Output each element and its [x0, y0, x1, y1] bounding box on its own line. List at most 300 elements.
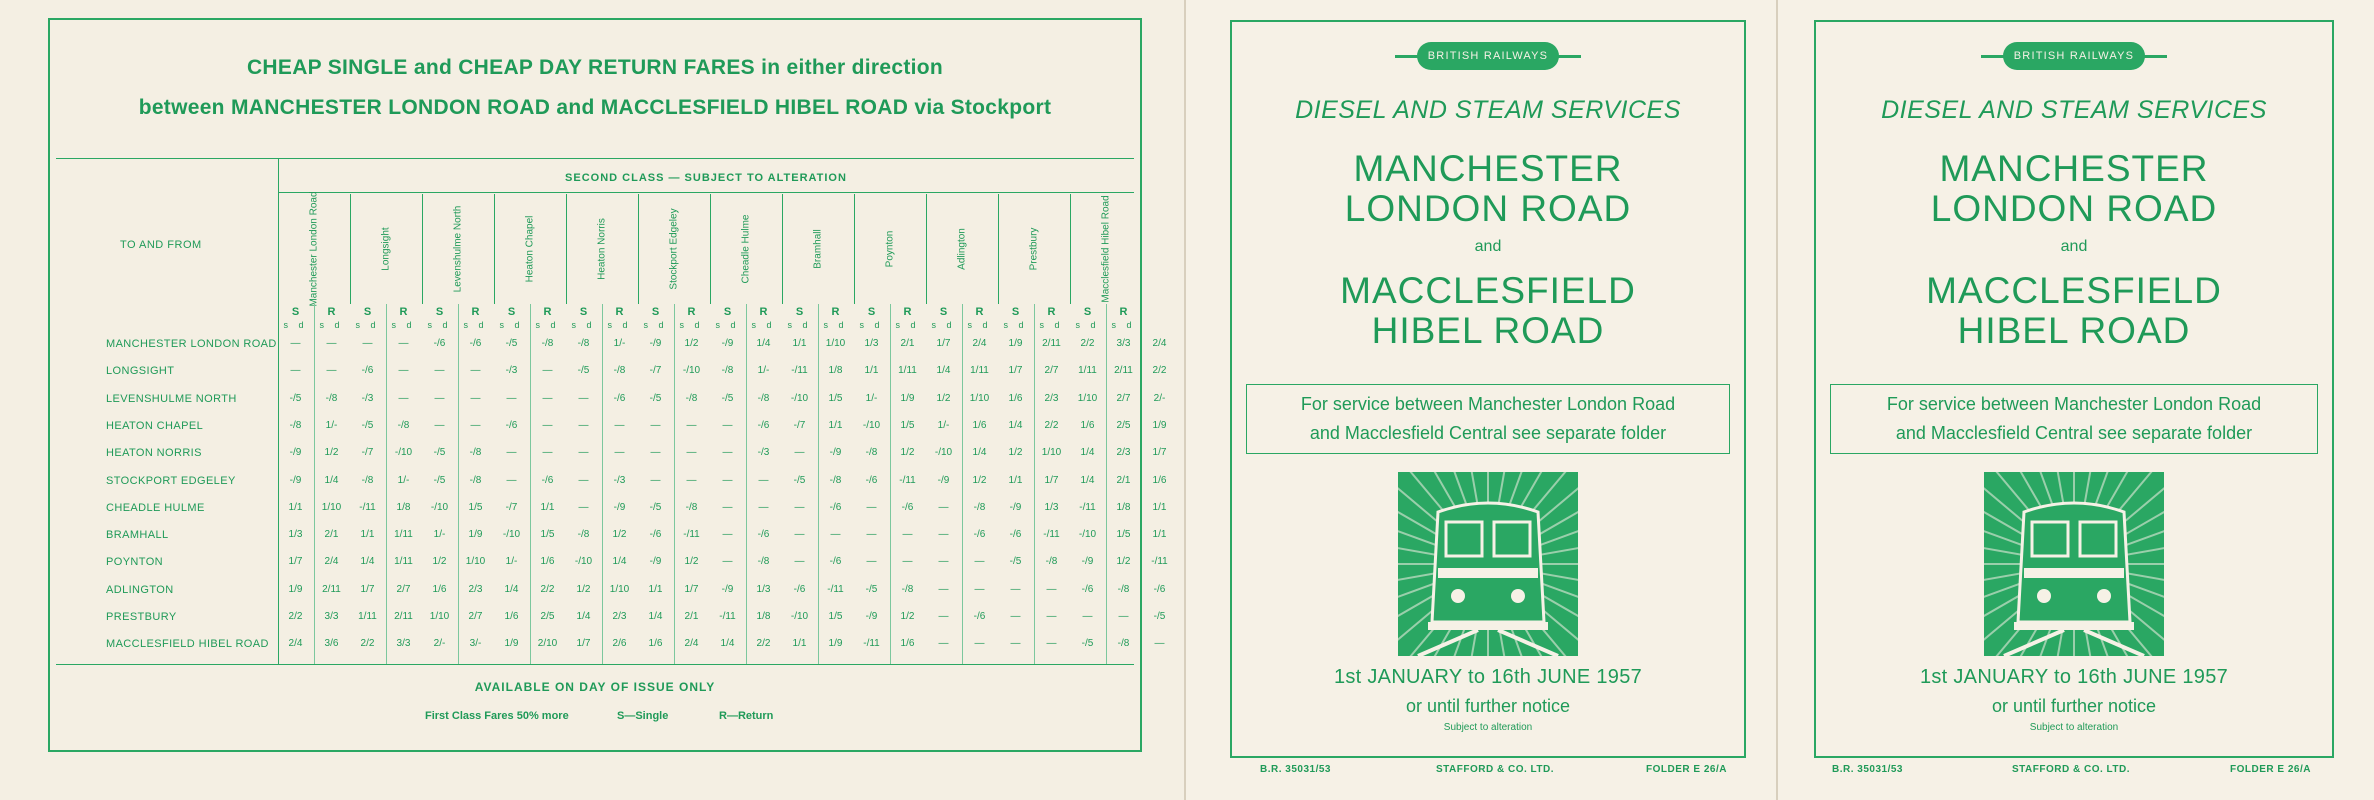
single-fare-cell: -/11 — [1151, 556, 1168, 568]
return-fare-cell: 1/11 — [394, 529, 413, 541]
shillings-pence-header: s d — [967, 320, 992, 330]
return-fare-cell: 1/11 — [898, 365, 917, 377]
single-header: S — [579, 306, 588, 318]
single-fare-cell: -/9 — [1009, 501, 1022, 513]
single-fare-cell: 1/9 — [504, 638, 519, 650]
single-fare-cell: 1/7 — [936, 338, 951, 349]
return-fare-cell: 1/- — [613, 338, 626, 349]
return-fare-cell: 1/8 — [756, 611, 771, 622]
service-note-line1: For service between Manchester London Road — [1300, 394, 1676, 414]
validity-dates: 1st JANUARY to 16th JUNE 1957 — [1333, 666, 1643, 688]
return-fare-cell: -/11 — [827, 583, 844, 595]
return-fare-cell: 2/2 — [1044, 419, 1059, 431]
single-fare-cell: 1/1 — [1152, 529, 1167, 541]
single-fare-cell: 1/3 — [288, 529, 303, 541]
single-fare-cell: — — [722, 447, 733, 459]
return-header: R — [903, 306, 912, 318]
single-fare-cell: -/10 — [862, 419, 881, 431]
return-fare-cell: -/6 — [829, 501, 842, 513]
row-label: LONGSIGHT — [106, 365, 175, 378]
column-header — [494, 194, 564, 304]
return-fare-cell: — — [326, 338, 337, 349]
single-fare-cell: -/9 — [289, 447, 302, 459]
single-fare-cell: -/5 — [577, 365, 590, 377]
single-header: S — [723, 306, 732, 318]
single-fare-cell: 1/1 — [792, 338, 807, 349]
return-header: R — [1047, 306, 1056, 318]
ref-number: B.R. 35031/53 — [1832, 764, 1903, 775]
shillings-pence-header: s d — [391, 320, 416, 330]
return-fare-cell: 3/3 — [324, 611, 339, 622]
return-fare-cell: — — [614, 419, 625, 431]
single-fare-cell: 1/- — [865, 392, 878, 404]
return-fare-cell: — — [974, 583, 985, 595]
cover-panel-repeat — [1778, 0, 2374, 800]
single-header: S — [651, 306, 660, 318]
column-header — [1070, 194, 1140, 304]
single-fare-cell: — — [938, 501, 949, 513]
shillings-pence-header: s d — [1003, 320, 1028, 330]
return-fare-cell: 1/2 — [684, 556, 699, 568]
column-header-label: Manchester London Road — [308, 191, 319, 307]
single-fare-cell: -/7 — [505, 501, 518, 513]
single-fare-cell: 1/- — [505, 556, 518, 568]
return-fare-cell: 1/1 — [828, 419, 843, 431]
single-fare-cell: — — [362, 338, 373, 349]
single-fare-cell: 1/3 — [864, 338, 879, 349]
single-fare-cell: -/9 — [865, 611, 878, 622]
row-label: PRESTBURY — [106, 611, 177, 623]
row-label: STOCKPORT EDGELEY — [106, 474, 236, 487]
return-fare-cell: 1/8 — [396, 501, 411, 513]
single-fare-cell: -/5 — [1009, 556, 1022, 568]
single-fare-cell: -/6 — [1081, 583, 1094, 595]
return-header: R — [1119, 306, 1128, 318]
row-label: BRAMHALL — [106, 529, 169, 542]
single-fare-cell: 1/2 — [432, 556, 447, 568]
single-fare-cell: — — [650, 447, 661, 459]
return-fare-cell: -/6 — [829, 556, 842, 568]
single-fare-cell: -/10 — [1078, 529, 1097, 541]
british-railways-badge: BRITISH RAILWAYS — [1417, 42, 1559, 70]
single-fare-cell: -/8 — [361, 474, 374, 486]
shillings-pence-header: s d — [1039, 320, 1064, 330]
return-fare-cell: 2/11 — [322, 583, 341, 595]
return-fare-cell: 2/3 — [468, 583, 483, 595]
single-fare-cell: 1/6 — [1080, 419, 1095, 431]
single-fare-cell: 1/10 — [429, 611, 450, 622]
station-line3: MACCLESFIELD — [1926, 270, 2222, 311]
single-fare-cell: 1/- — [433, 529, 446, 541]
return-fare-cell: 2/2 — [756, 638, 771, 650]
train-window — [2032, 522, 2068, 556]
single-fare-cell: 1/6 — [1152, 474, 1167, 486]
service-note-line2: and Macclesfield Central see separate folder — [1309, 423, 1667, 443]
single-fare-cell: 1/4 — [1008, 419, 1023, 431]
row-label: CHEADLE HULME — [106, 501, 205, 514]
single-fare-cell: -/5 — [505, 338, 518, 349]
service-note-line1: For service between Manchester London Road — [1886, 394, 2262, 414]
return-fare-cell: 2/11 — [1042, 338, 1061, 349]
single-fare-cell: — — [794, 501, 805, 513]
single-fare-cell: — — [578, 392, 589, 404]
train-window — [2080, 522, 2116, 556]
shillings-pence-header: s d — [607, 320, 632, 330]
single-fare-cell: 2/2 — [1080, 338, 1095, 349]
fares-panel — [0, 0, 1184, 800]
single-fare-cell: — — [434, 365, 445, 377]
return-fare-cell: — — [1046, 638, 1057, 650]
return-fare-cell: -/10 — [394, 447, 413, 459]
return-fare-cell: — — [398, 365, 409, 377]
station-line2: LONDON ROAD — [1344, 188, 1632, 229]
train-lamp — [1511, 589, 1525, 603]
return-fare-cell: — — [974, 556, 985, 568]
single-fare-cell: 1/4 — [936, 365, 951, 377]
single-fare-cell: 1/7 — [1008, 365, 1023, 377]
single-header: S — [507, 306, 516, 318]
return-fare-cell: — — [974, 638, 985, 650]
return-fare-cell: 1/10 — [609, 583, 630, 595]
single-fare-cell: 2/2 — [288, 611, 303, 622]
return-fare-cell: 1/4 — [612, 556, 627, 568]
single-fare-cell: 1/11 — [1078, 365, 1097, 377]
column-header — [278, 191, 348, 307]
return-fare-cell: -/9 — [829, 447, 842, 459]
return-fare-cell: 1/9 — [828, 638, 843, 650]
return-fare-cell: 1/11 — [394, 556, 413, 568]
single-fare-cell: — — [434, 392, 445, 404]
diesel-train-illustration — [1984, 472, 2164, 656]
single-fare-cell: -/11 — [719, 611, 736, 622]
return-fare-cell: -/8 — [973, 501, 986, 513]
single-fare-cell: 1/4 — [576, 611, 591, 622]
service-note-line2: and Macclesfield Central see separate folder — [1895, 423, 2253, 443]
fares-frame — [48, 18, 1168, 752]
single-fare-cell: -/9 — [1081, 556, 1094, 568]
return-fare-cell: 1/6 — [540, 556, 555, 568]
return-fare-cell: -/6 — [757, 419, 770, 431]
single-fare-cell: 1/4 — [360, 556, 375, 568]
row-label: ADLINGTON — [106, 583, 174, 596]
train-window — [1446, 522, 1482, 556]
single-fare-cell: — — [1082, 611, 1093, 622]
train-band — [1438, 568, 1538, 578]
single-fare-cell: -/10 — [790, 611, 809, 622]
and-text: and — [2060, 238, 2088, 255]
return-fare-cell: — — [398, 338, 409, 349]
single-fare-cell: -/8 — [721, 365, 734, 377]
return-fare-cell: -/11 — [1043, 529, 1060, 541]
return-fare-cell: — — [686, 474, 697, 486]
return-fare-cell: — — [830, 529, 841, 541]
single-fare-cell: -/3 — [361, 392, 374, 404]
single-fare-cell: -/11 — [359, 501, 376, 513]
return-fare-cell: — — [902, 556, 913, 568]
return-fare-cell: — — [326, 365, 337, 377]
return-fare-cell: -/8 — [829, 474, 842, 486]
column-header-label: Levenshulme North — [452, 205, 463, 293]
train-window — [1494, 522, 1530, 556]
train-buffer-beam — [2014, 622, 2134, 630]
single-fare-cell: — — [1010, 583, 1021, 595]
return-fare-cell: 1/3 — [756, 583, 771, 595]
return-fare-cell: 2/1 — [324, 529, 339, 541]
single-fare-cell: 1/4 — [1080, 447, 1095, 459]
return-fare-cell: 2/7 — [1044, 365, 1059, 377]
single-header: S — [363, 306, 372, 318]
single-fare-cell: -/5 — [1081, 638, 1094, 650]
diesel-train-illustration — [1398, 472, 1578, 656]
single-fare-cell: 2/- — [433, 638, 446, 650]
return-fare-cell: -/6 — [901, 501, 914, 513]
single-fare-cell: -/5 — [721, 392, 734, 404]
single-fare-cell: — — [650, 474, 661, 486]
single-fare-cell: — — [794, 529, 805, 541]
single-fare-cell: — — [722, 556, 733, 568]
single-fare-cell: -/7 — [649, 365, 662, 377]
single-fare-cell: -/5 — [289, 392, 302, 404]
return-fare-cell: 1/10 — [969, 392, 990, 404]
station-line2: LONDON ROAD — [1930, 188, 2218, 229]
return-fare-cell: 1/2 — [684, 338, 699, 349]
return-fare-cell: 2/3 — [1044, 392, 1059, 404]
return-fare-cell: -/6 — [541, 474, 554, 486]
single-fare-cell: 1/6 — [504, 611, 519, 622]
column-header — [854, 194, 924, 304]
return-fare-cell: -/8 — [325, 392, 338, 404]
return-fare-cell: -/8 — [1117, 638, 1130, 650]
return-fare-cell: 2/5 — [1116, 419, 1131, 431]
row-label: HEATON NORRIS — [106, 447, 202, 460]
return-fare-cell: 1/5 — [468, 501, 483, 513]
train-lamp — [2037, 589, 2051, 603]
single-fare-cell: — — [722, 501, 733, 513]
return-fare-cell: -/8 — [613, 365, 626, 377]
return-fare-cell: 1/2 — [900, 447, 915, 459]
single-header: S — [939, 306, 948, 318]
return-fare-cell: 2/1 — [900, 338, 915, 349]
single-fare-cell: -/6 — [1153, 583, 1166, 595]
single-fare-cell: -/8 — [577, 529, 590, 541]
column-header — [422, 194, 492, 304]
return-fare-cell: 1/5 — [828, 392, 843, 404]
return-fare-cell: — — [1118, 611, 1129, 622]
station-line4: HIBEL ROAD — [1371, 310, 1605, 351]
return-fare-cell: -/8 — [469, 447, 482, 459]
shillings-pence-header: s d — [751, 320, 776, 330]
shillings-pence-header: s d — [787, 320, 812, 330]
return-fare-cell: 1/2 — [900, 611, 915, 622]
return-fare-cell: 2/4 — [972, 338, 987, 349]
single-fare-cell: -/3 — [505, 365, 518, 377]
column-header — [782, 194, 852, 304]
return-header: R — [975, 306, 984, 318]
folder-number: FOLDER E 26/A — [2230, 764, 2311, 775]
single-fare-cell: 2/4 — [288, 638, 303, 650]
single-fare-cell: — — [578, 419, 589, 431]
single-fare-cell: — — [866, 556, 877, 568]
column-header — [638, 194, 708, 304]
return-fare-cell: -/8 — [901, 583, 914, 595]
return-fare-cell: — — [542, 365, 553, 377]
single-fare-cell: -/5 — [433, 474, 446, 486]
return-fare-cell: 2/7 — [468, 611, 483, 622]
return-fare-cell: 2/11 — [394, 611, 413, 622]
station-line1: MANCHESTER — [1939, 148, 2209, 189]
return-key: R—Return — [719, 710, 774, 722]
return-fare-cell: 1/6 — [972, 419, 987, 431]
return-fare-cell: 1/2 — [972, 474, 987, 486]
single-fare-cell: — — [722, 474, 733, 486]
single-fare-cell: 1/1 — [864, 365, 879, 377]
single-fare-cell: — — [290, 365, 301, 377]
availability-note: AVAILABLE ON DAY OF ISSUE ONLY — [474, 680, 716, 694]
single-fare-cell: — — [434, 419, 445, 431]
return-fare-cell: — — [686, 419, 697, 431]
return-fare-cell: -/6 — [613, 392, 626, 404]
class-rule — [278, 192, 1134, 193]
single-fare-cell: 2/2 — [1152, 365, 1167, 377]
single-fare-cell: — — [578, 501, 589, 513]
return-fare-cell: -/6 — [973, 529, 986, 541]
return-fare-cell: -/8 — [469, 474, 482, 486]
services-title: DIESEL AND STEAM SERVICES — [1295, 96, 1681, 124]
single-fare-cell: — — [578, 447, 589, 459]
return-header: R — [399, 306, 408, 318]
return-header: R — [831, 306, 840, 318]
column-header-label: Prestbury — [1028, 227, 1039, 271]
shillings-pence-header: s d — [1111, 320, 1136, 330]
return-fare-cell: -/8 — [1117, 583, 1130, 595]
single-header: S — [795, 306, 804, 318]
shillings-pence-header: s d — [319, 320, 344, 330]
single-fare-cell: -/6 — [865, 474, 878, 486]
single-fare-cell: -/8 — [289, 419, 302, 431]
return-fare-cell: 3/3 — [1116, 338, 1131, 349]
return-fare-cell: 1/8 — [828, 365, 843, 377]
return-fare-cell: 1/2 — [612, 529, 627, 541]
single-fare-cell: 1/2 — [576, 583, 591, 595]
single-fare-cell: 1/6 — [432, 583, 447, 595]
single-fare-cell: 1/2 — [936, 392, 951, 404]
single-fare-cell: 1/- — [937, 419, 950, 431]
single-fare-cell: -/6 — [361, 365, 374, 377]
single-fare-cell: 1/1 — [360, 529, 375, 541]
return-fare-cell: -/8 — [685, 392, 698, 404]
single-fare-cell: — — [1010, 638, 1021, 650]
return-fare-cell: — — [470, 365, 481, 377]
row-label: POYNTON — [106, 556, 163, 569]
return-fare-cell: — — [686, 447, 697, 459]
shillings-pence-header: s d — [463, 320, 488, 330]
return-fare-cell: — — [542, 392, 553, 404]
return-fare-cell: 2/3 — [612, 611, 627, 622]
single-fare-cell: -/6 — [505, 419, 518, 431]
shillings-pence-header: s d — [427, 320, 452, 330]
single-fare-cell: — — [506, 447, 517, 459]
single-fare-cell: — — [722, 419, 733, 431]
single-fare-cell: -/10 — [574, 556, 593, 568]
shillings-pence-header: s d — [931, 320, 956, 330]
single-fare-cell: 1/4 — [504, 583, 519, 595]
station-line1: MANCHESTER — [1353, 148, 1623, 189]
single-fare-cell: — — [794, 447, 805, 459]
return-fare-cell: — — [470, 392, 481, 404]
single-fare-cell: 1/11 — [358, 611, 377, 622]
single-fare-cell: -/11 — [1079, 501, 1096, 513]
return-fare-cell: 2/3 — [1116, 447, 1131, 459]
single-fare-cell: 1/1 — [648, 583, 663, 595]
single-fare-cell: 2/2 — [360, 638, 375, 650]
shillings-pence-header: s d — [355, 320, 380, 330]
return-fare-cell: 2/11 — [1114, 365, 1133, 377]
single-fare-cell: 1/7 — [288, 556, 303, 568]
single-fare-cell: 1/1 — [1152, 501, 1167, 513]
return-header: R — [759, 306, 768, 318]
single-fare-cell: -/9 — [289, 474, 302, 486]
return-fare-cell: -/11 — [899, 474, 916, 486]
row-label: MACCLESFIELD HIBEL ROAD — [106, 638, 269, 651]
return-fare-cell: 1/6 — [900, 638, 915, 650]
services-title: DIESEL AND STEAM SERVICES — [1881, 96, 2267, 124]
return-fare-cell: — — [542, 419, 553, 431]
folder-number: FOLDER E 26/A — [1646, 764, 1727, 775]
single-fare-cell: — — [722, 529, 733, 541]
return-fare-cell: 2/10 — [537, 638, 558, 650]
single-fare-cell: -/7 — [361, 447, 374, 459]
return-fare-cell: 1/5 — [900, 419, 915, 431]
single-fare-cell: -/9 — [721, 583, 734, 595]
single-fare-cell: -/9 — [649, 556, 662, 568]
return-fare-cell: — — [1046, 611, 1057, 622]
column-header-label: Heaton Norris — [596, 218, 607, 280]
single-fare-cell: 2/4 — [1152, 338, 1167, 349]
return-fare-cell: 1/5 — [540, 529, 555, 541]
single-fare-cell: -/5 — [433, 447, 446, 459]
train-buffer-beam — [1428, 622, 1548, 630]
column-header — [998, 194, 1068, 304]
return-fare-cell: 2/6 — [612, 638, 627, 650]
single-fare-cell: — — [506, 474, 517, 486]
return-fare-cell: 1/5 — [828, 611, 843, 622]
column-header-label: Poynton — [884, 230, 895, 268]
single-fare-cell: — — [650, 419, 661, 431]
return-fare-cell: 2/4 — [324, 556, 339, 568]
return-fare-cell: — — [542, 447, 553, 459]
train-lamp — [1451, 589, 1465, 603]
return-fare-cell: 1/2 — [1116, 556, 1131, 568]
return-fare-cell: -/3 — [757, 447, 770, 459]
return-fare-cell: — — [1046, 583, 1057, 595]
single-fare-cell: -/10 — [790, 392, 809, 404]
return-fare-cell: 1/3 — [1044, 501, 1059, 513]
single-fare-cell: 1/9 — [288, 583, 303, 595]
return-fare-cell: 1/4 — [756, 338, 771, 349]
column-header-label: Heaton Chapel — [524, 215, 535, 283]
single-fare-cell: -/7 — [793, 419, 806, 431]
single-fare-cell: — — [866, 529, 877, 541]
single-header: S — [435, 306, 444, 318]
shillings-pence-header: s d — [679, 320, 704, 330]
column-header-label: Stockport Edgeley — [668, 208, 679, 290]
single-fare-cell: 1/7 — [576, 638, 591, 650]
single-fare-cell: -/9 — [721, 338, 734, 349]
subject-note: Subject to alteration — [1443, 722, 1533, 733]
station-line4: HIBEL ROAD — [1957, 310, 2191, 351]
single-fare-cell: — — [938, 583, 949, 595]
single-fare-cell: -/5 — [793, 474, 806, 486]
